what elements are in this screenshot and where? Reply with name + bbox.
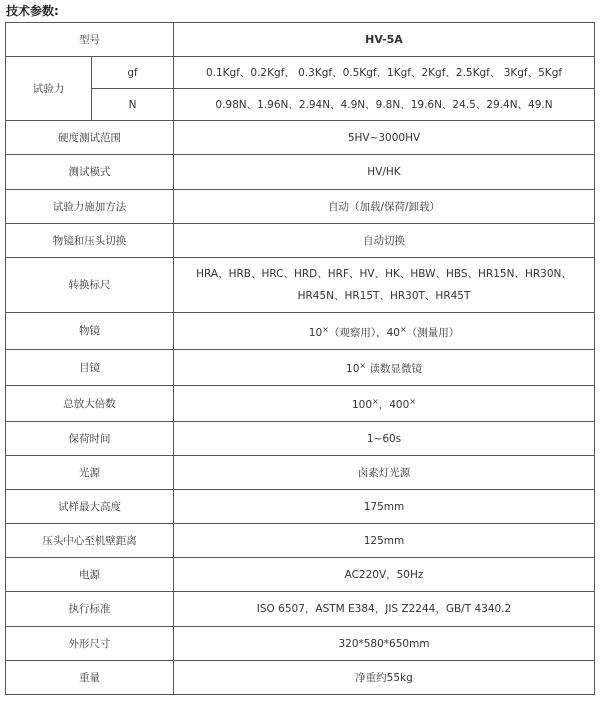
table-row: [6, 490, 595, 524]
table-row: [6, 313, 595, 350]
table-row: [6, 627, 595, 661]
row-label: 电源: [6, 558, 174, 592]
row-label: 试样最大高度: [6, 490, 174, 524]
row-label: 外形尺寸: [6, 627, 174, 661]
magnification-part-2: ，400: [378, 399, 410, 411]
objective-label: 物镜: [6, 313, 174, 350]
objective-part-1: 10: [308, 326, 323, 339]
table-row: [6, 121, 595, 155]
table-row: [6, 422, 595, 456]
row-label: 保荷时间: [6, 422, 174, 456]
table-row: [6, 592, 595, 627]
row-value: HRA、HRB、HRC、HRD、HRF、HV、HK、HBW、HBS、HR15N、HR30N、HR45N、HR15T、HR30T、HR45T: [174, 258, 595, 313]
magnification-label: 总放大倍数: [6, 386, 174, 422]
table-row: [6, 89, 595, 121]
table-row: [6, 524, 595, 558]
test-force-gf-value: 0.1Kgf、0.2Kgf、 0.3Kgf、0.5Kgf、1Kgf、2Kgf、2.5Kgf、 3Kgf、5Kgf: [174, 57, 595, 89]
magnification-value: [174, 386, 595, 422]
row-value: AC220V，50Hz: [174, 558, 595, 592]
row-label: 光源: [6, 456, 174, 490]
table-row: [6, 386, 595, 422]
row-label: 试验力施加方法: [6, 190, 174, 224]
table-row: [6, 456, 595, 490]
eyepiece-part-2: 读数显微镜: [366, 363, 422, 375]
row-value: 5HV~3000HV: [174, 121, 595, 155]
table-row: [6, 350, 595, 386]
magnification-part-1: 100: [352, 399, 373, 411]
table-row: [6, 23, 595, 57]
row-label: 物镜和压头切换: [6, 224, 174, 258]
row-value: 自动切换: [174, 224, 595, 258]
row-value: 卤素灯光源: [174, 456, 595, 490]
table-row: [6, 558, 595, 592]
row-value: HV/HK: [174, 155, 595, 190]
objective-part-2: （观察用），40: [328, 326, 400, 339]
magnification-sup-2: ×: [409, 397, 416, 406]
test-force-gf-label: gf: [92, 57, 174, 89]
magnification-sup-1: ×: [372, 397, 379, 406]
eyepiece-value: [174, 350, 595, 386]
eyepiece-sup-1: ×: [359, 361, 367, 370]
row-label: 压头中心至机壁距离: [6, 524, 174, 558]
row-value: 1~60s: [174, 422, 595, 456]
table-row: [6, 57, 595, 89]
eyepiece-part-1: 10: [346, 363, 360, 375]
test-force-n-label: N: [92, 89, 174, 121]
row-label: 测试模式: [6, 155, 174, 190]
objective-part-3: （测量用）: [406, 326, 460, 339]
row-label: 硬度测试范围: [6, 121, 174, 155]
spec-table: [5, 22, 595, 695]
objective-value: [174, 313, 595, 350]
row-value: 320*580*650mm: [174, 627, 595, 661]
row-label: 执行标准: [6, 592, 174, 627]
test-force-n-value: 0.98N、1.96N、2.94N、4.9N、9.8N、19.6N、24.5、29.4N、49.N: [174, 89, 595, 121]
row-value: ISO 6507，ASTM E384，JIS Z2244，GB/T 4340.2: [174, 592, 595, 627]
table-row: [6, 661, 595, 695]
table-row: [6, 258, 595, 313]
model-value: HV-5A: [174, 23, 595, 57]
model-label: 型号: [6, 23, 174, 57]
row-label: 重量: [6, 661, 174, 695]
eyepiece-label: 目镜: [6, 350, 174, 386]
objective-sup-1: ×: [322, 324, 329, 334]
row-label: 转换标尺: [6, 258, 174, 313]
section-title: 技术参数:: [6, 4, 59, 18]
row-value: 自动（加载/保荷/卸载）: [174, 190, 595, 224]
row-value: 175mm: [174, 490, 595, 524]
row-value: 净重约55kg: [174, 661, 595, 695]
table-row: [6, 155, 595, 190]
table-row: [6, 190, 595, 224]
row-value: 125mm: [174, 524, 595, 558]
table-row: [6, 224, 595, 258]
objective-sup-2: ×: [400, 324, 407, 334]
test-force-label: 试验力: [6, 57, 92, 121]
